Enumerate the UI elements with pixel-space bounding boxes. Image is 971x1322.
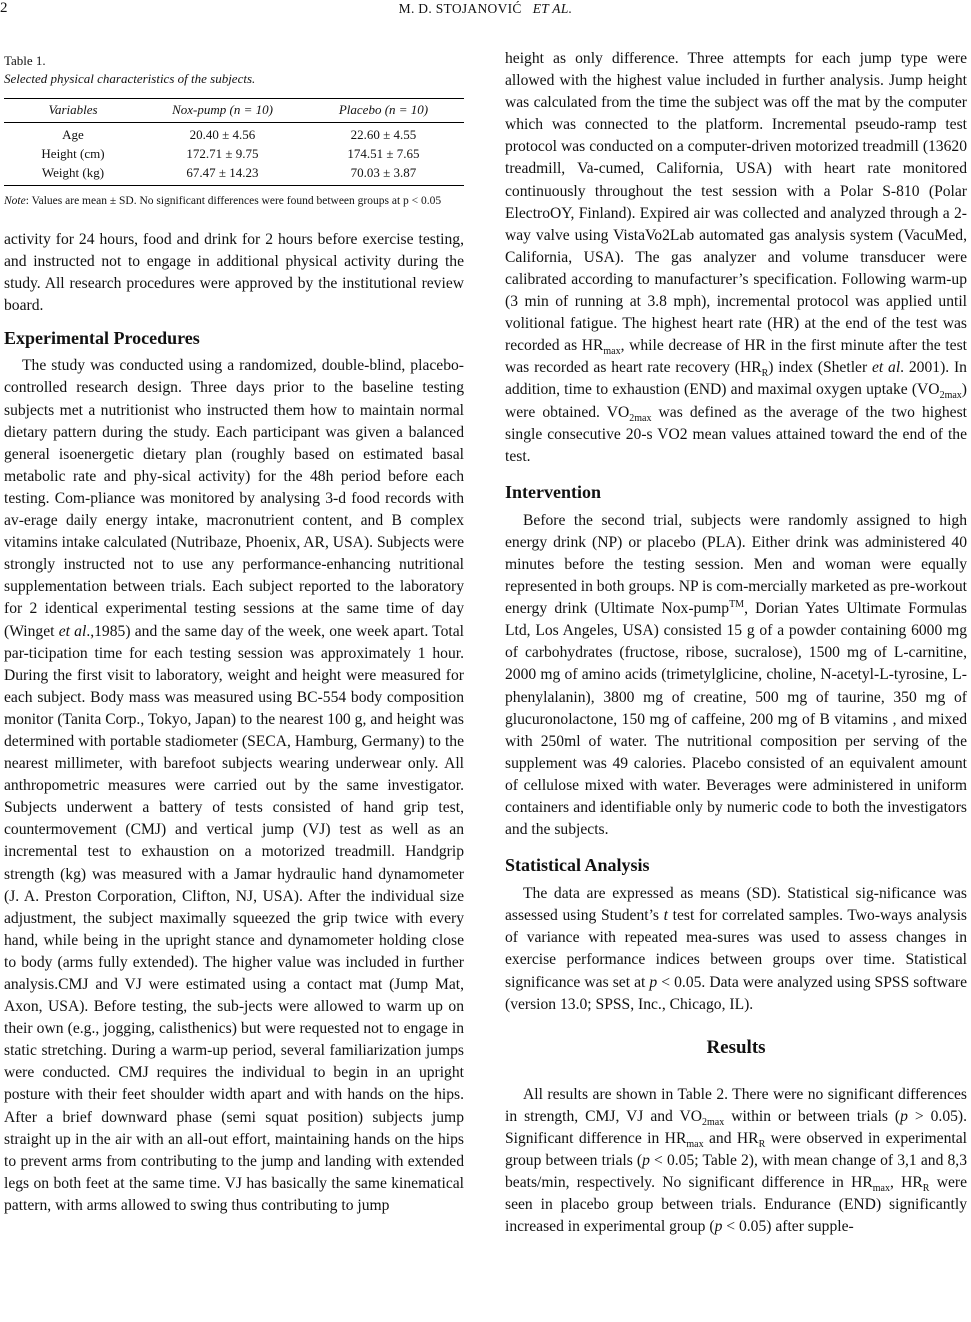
text-run: , while decrease of HR in the first minute after the test was recorded as heart rate recovery (HR [505,337,967,377]
table-subject-characteristics [4,98,464,186]
paragraph-intervention [505,510,967,841]
table-cell: 20.40 ± 4.56 [189,127,256,142]
heading-intervention: Intervention [505,481,601,502]
italic-t: t [663,907,669,925]
subscript-r: R [758,1139,766,1151]
table-label: Table 1. [4,53,46,68]
table-cell: Age [62,127,84,142]
table-note-text: : Values are mean ± SD. No significant differences were found between groups at p < 0.05 [25,195,442,207]
paragraph-statistical [505,883,967,1016]
text-run: < 0.05; Table 2), with mean change of 3,1 and 8,3 beats/min, respectively. No significant difference in HR [505,1152,967,1192]
running-head-etal: ET AL. [532,1,573,16]
table-note [4,193,464,209]
subscript-r: R [922,1183,930,1195]
table-cell: 174.51 ± 7.65 [347,146,420,161]
heading-experimental-procedures: Experimental Procedures [4,328,200,349]
left-column [4,40,464,1217]
paragraph-methods-continued [505,48,967,468]
right-column [505,40,967,1238]
italic-p: p [642,1152,650,1170]
running-head-authors: M. D. STOJANOVIĆ [398,1,522,16]
table-row [4,123,464,146]
page-number: 2 [0,0,8,16]
table-row [4,145,464,164]
table-cell: 67.47 ± 14.23 [142,164,303,186]
paragraph-experimental-part1: The study was conducted using a randomized, double-blind, placebo-controlled research design. Three days prior to the baseline testing subjects met a nutritionist who instructed them how to maintain normal dietary pattern during the study. Each participant was given a balanced general isoenergetic dietary plan (roughly based on estimated basal metabolic rate and phy-sical activity) for the 48h period before each testing. Com-pliance was monitored by analysing 3-d food records with av-erage daily energy intake, macronutrient content, and B complex vitamins intake calculated (Nutribaze, Phoenix, AR, USA). Subjects were strongly instructed not to use any performance-enhancing nutritional supplementation between trials. Each subject reported to the laboratory for 2 identical experimental testing sessions at the same time of day (Winget [4,357,464,640]
citation-etal: et al [871,359,901,377]
table-cell: Height (cm) [41,146,105,161]
subscript-2max: 2max [939,390,962,402]
paragraph-experimental-part2: .,1985) and the same day of the week, one week apart. Total par-ticipation time for each testing session was approximately 1 hour. During the first visit to laboratory, weight and height were measured for each subject. Body mass was measured using BC-554 body composition monitor (Tanita Corp., Tokyo, Japan) to the nearest 100 g, and height was determined with portable stadiometer (SECA, Hamburg, Germany) to the nearest millimeter, with barefoot subjects wearing underwear only. All anthropometric measures were carried out by the same investigator. Subjects underwent a battery of tests consisted of hand grip test, countermovement (CMJ) and vertical jump (VJ) test as well as an incremental test to exhaustion on a motorized treadmill. Handgrip strength (kg) was measured with a Jamar hydraulic hand dynamometer (J. A. Preston Corporation, Clifton, NJ, USA). After the individual size adjustment, the subject maximally squeezed the grip twice with every hand, while being in the upright stance and dynamometer holding close to body (arms fully extended). The higher value was included in further analysis.CMJ and VJ were estimated using a contact mat (Jump Mat, Axon, USA). Before testing, the sub-jects were allowed to warm up on their own (e.g., jogging, calisthenics) but were requested not to engage in static stretching. During a warm-up period, several familiarization jumps were conducted. CMJ requires the individual to begin in an upright posture with their feet shoulder width apart and with hands on the hips. After a brief downward phase (semi squat position) subjects jump straight up in the air with an all-out effort, maintaining hands on the hips to prevent arms from contributing to the jump and landing with extended legs on both feet at the same time. VJ has basically the same kinematical pattern, with arms allowed to swing thus contributing to jump [4,622,464,1214]
superscript-tm: TM [729,598,745,610]
table-cell: 70.03 ± 3.87 [303,164,464,186]
text-run: test for correlated samples. Two-ways analysis of variance with repeated mea-sures was used to assess changes in exercise performance indices between groups over time. Statistical significance was set at [505,907,967,991]
text-run: Before the second trial, subjects were randomly assigned to high energy drink (NP) or placebo (PLA). Either drink was administered 40 minutes before the testing session. Men and woman were equally represented in both groups. NP is com-mercially marketed as pre-workout energy drink (Ultimate Nox-pump [505,511,967,618]
table-header-noxpump: Nox-pump (n = 10) [142,99,303,123]
text-run: was defined as the average of the two highest single consecutive 20-s VO2 mean values attained toward the end of the test. [505,403,967,465]
italic-p: p [649,973,658,991]
text-run: , HR [889,1174,923,1192]
subscript-r: R [761,368,769,380]
running-head [0,1,971,17]
table-note-label: Note [4,195,26,207]
text-run: , Dorian Yates Ultimate Formulas Ltd, Los Angeles, USA) consisted 15 g of a powder containing 6000 mg of carbohydrates (fructose, ribose, sucralose), 1500 mg of L-carnitine, 2000 mg of amino acids (trimetylglicine, choline, N-acetyl-L-tyrosine, L-phenylalanin), 3800 mg of creatine, 500 mg of taurine, 350 mg of glucuronolactone, 150 mg of caffeine, 200 mg of B vitamins , and mixed with 250ml of water. The nutritional composition per serving of the supplement was 49 calories. Placebo consisted of an equivalent amount of cellulose mixed with water. Beverages were administered in uniform containers and identifiable only by numeric code to both the investigators and the subjects. [505,600,967,839]
citation-etal: et al [58,622,87,640]
table-caption: Selected physical characteristics of the subjects. [4,71,256,86]
subscript-2max: 2max [629,412,652,424]
text-run: < 0.05. Data were analyzed using SPSS software (version 13.0; SPSS, Inc., Chicago, IL). [505,973,967,1013]
table-header-variables: Variables [4,99,142,123]
text-run: were observed in experimental group between trials ( [505,1129,967,1170]
table-row [4,164,464,186]
table-header-placebo: Placebo (n = 10) [303,99,464,123]
heading-statistical-analysis: Statistical Analysis [505,855,650,876]
paragraph-intro: activity for 24 hours, food and drink for 2 hours before exercise testing, and instructed not to engage in additional physical activity during the study. All research procedures were approved by the institutional review board. [4,231,464,315]
paragraph-experimental [4,355,464,1217]
paragraph-results [505,1084,967,1239]
text-run: > 0.05). Significant difference in HR [505,1107,967,1147]
text-run: ) were obtained. VO [505,381,967,421]
text-run: height as only difference. Three attempts for each jump type were allowed with the highest value included in further analysis. Jump height was calculated from the time the subject was off the mat by the computer which was connected to the platform. Incremental pseudo-ramp test protocol was conducted on a computer-driven motorized treadmill (13620 treadmill, Va-cumed, California, USA) with heart rate monitored continuously throughout the test session with a Polar S-810 (Polar ElectroOY, Finland). Expired air was collected and analyzed through a 2-way valve using VistaVo2Lab automated gas analysis system (VacuMed, California, USA). The gas analyzer and volume transducer were calibrated according to manufacturer’s specification. Following warm-up (3 min of running at 3.8 mph), incremental protocol was applied until volitional fatigue. The highest heart rate (HR) at the end of the test was recorded as HR [505,50,967,355]
text-run: The data are expressed as means (SD). Statistical sig-nificance was assessed using Student’s [505,885,967,925]
text-run: within or between trials ( [724,1107,901,1125]
text-run: . 2001). In addition, time to exhaustion (END) and maximal oxygen uptake (VO [505,359,967,399]
text-run: ) index (Shetler [768,359,872,377]
subscript-max: max [686,1139,704,1151]
table-cell: 172.71 ± 9.75 [186,146,259,161]
italic-p: p [900,1107,908,1125]
table-cell: 22.60 ± 4.55 [350,127,417,142]
subscript-max: max [603,346,621,358]
heading-results: Results [706,1036,766,1058]
table-header-row [4,99,464,123]
text-run: were seen in placebo group between trials. Endurance (END) significantly increased in experimental group ( [505,1174,967,1236]
table-cell: Weight (kg) [4,164,142,186]
italic-p: p [714,1218,723,1236]
subscript-max: max [872,1183,890,1195]
text-run: All results are shown in Table 2. There were no significant differences in strength, CMJ, VJ and VO [505,1085,967,1125]
text-run: and HR [703,1129,759,1147]
subscript-2max: 2max [702,1116,725,1128]
text-run: < 0.05) after supple- [722,1218,854,1236]
